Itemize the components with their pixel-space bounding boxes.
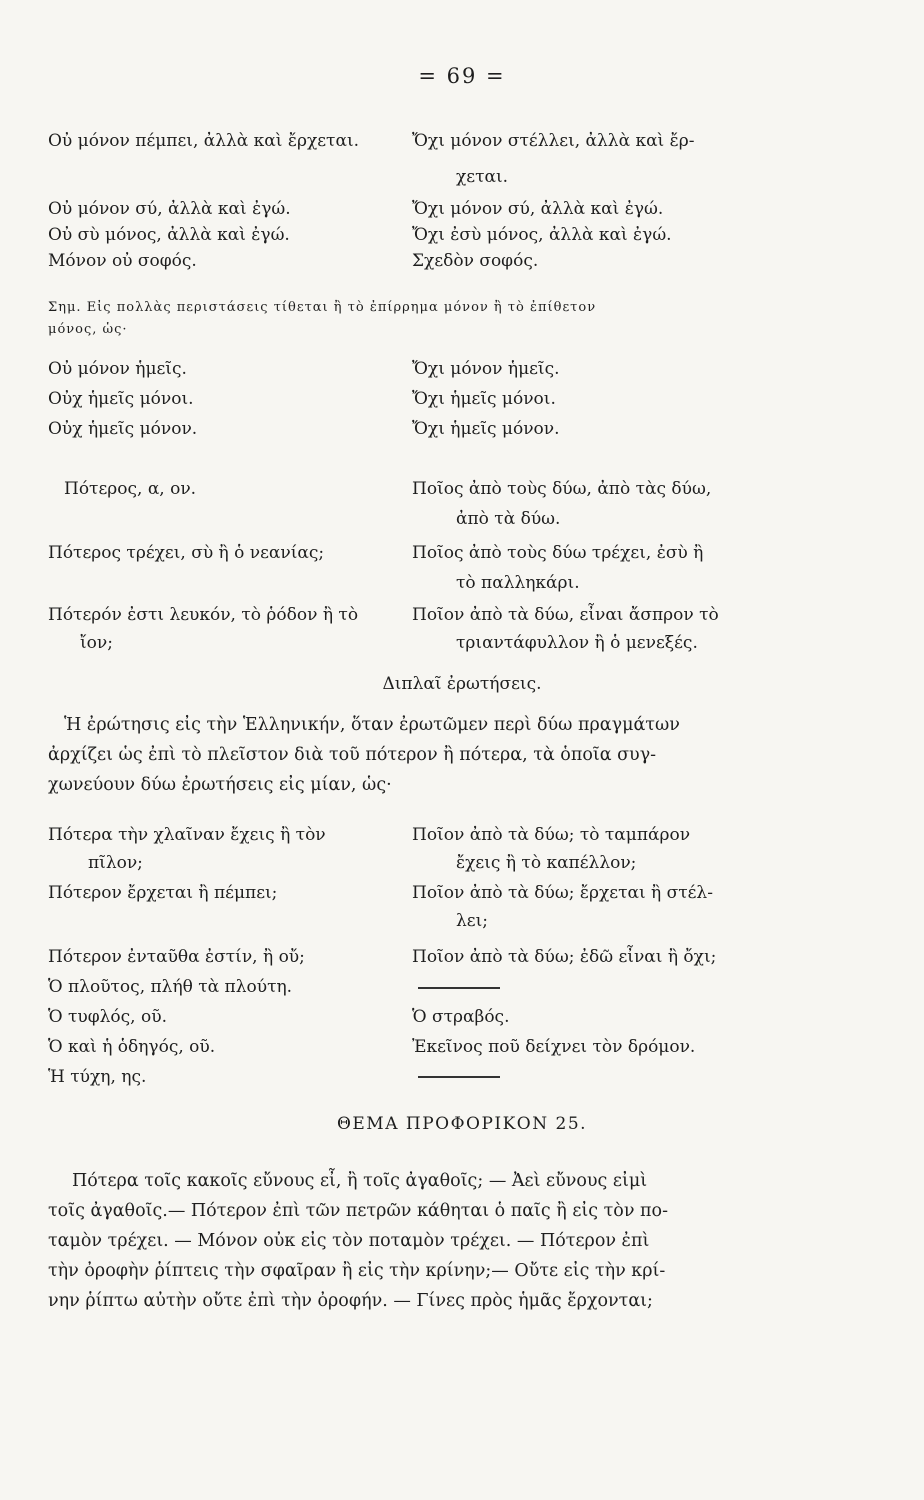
- left-text: Οὐ σὺ μόνος, ἀλλὰ καὶ ἐγώ.: [48, 225, 290, 245]
- right-text: λει;: [456, 911, 488, 931]
- left-text: Πότερα τὴν χλαῖναν ἔχεις ἢ τὸν: [48, 825, 326, 845]
- right-text: Ποῖος ἀπὸ τοὺς δύω, ἀπὸ τὰς δύω,: [412, 479, 712, 499]
- right-text: Ποῖον ἀπὸ τὰ δύω; ἐδῶ εἶναι ἢ ὄχι;: [412, 947, 717, 967]
- right-text: ἔχεις ἢ τὸ καπέλλον;: [456, 853, 637, 873]
- left-text: πῖλον;: [88, 853, 143, 873]
- right-text: Ποῖον ἀπὸ τὰ δύω, εἶναι ἄσπρον τὸ: [412, 605, 719, 625]
- right-text: Σχεδὸν σοφός.: [412, 251, 539, 271]
- left-text: Οὐ μόνον πέμπει, ἀλλὰ καὶ ἔρχεται.: [48, 131, 360, 151]
- right-text: Ὄχι μόνον ἡμεῖς.: [412, 359, 560, 379]
- dash-rule: [418, 1076, 500, 1078]
- right-text: Ὁ στραβός.: [412, 1007, 510, 1027]
- left-text: Ὁ τυφλός, οῦ.: [48, 1007, 167, 1027]
- left-text: Μόνον οὐ σοφός.: [48, 251, 197, 271]
- left-text: Πότερόν ἐστι λευκόν, τὸ ῥόδον ἢ τὸ: [48, 605, 359, 625]
- right-text: Ποῖον ἀπὸ τὰ δύω; τὸ ταμπάρον: [412, 825, 691, 845]
- right-text: Ὄχι μόνον στέλλει, ἀλλὰ καὶ ἔρ-: [412, 131, 695, 151]
- paragraph-line: Πότερα τοῖς κακοῖς εὔνους εἶ, ἢ τοῖς ἀγαθοῖς; — Ἀεὶ εὔνους εἰμὶ: [72, 1171, 648, 1191]
- left-text: Ὁ καὶ ἡ ὁδηγός, οῦ.: [48, 1037, 216, 1057]
- paragraph-line: χωνεύουν δύω ἐρωτήσεις εἰς μίαν, ὡς·: [48, 775, 392, 795]
- paragraph-line: Ἡ ἐρώτησις εἰς τὴν Ἑλληνικήν, ὅταν ἐρωτῶμεν περὶ δύω πραγμάτων: [64, 715, 680, 735]
- right-text: Ὄχι ἡμεῖς μόνον.: [412, 419, 560, 439]
- right-text: χεται.: [456, 167, 509, 187]
- paragraph-line: τοῖς ἀγαθοῖς.— Πότερον ἐπὶ τῶν πετρῶν κάθηται ὁ παῖς ἢ εἰς τὸν πο-: [48, 1201, 668, 1221]
- right-text: τριαντάφυλλον ἢ ὁ μενεξές.: [456, 633, 698, 653]
- left-text: ἴον;: [80, 633, 113, 653]
- paragraph-line: νην ῥίπτω αὐτὴν οὔτε ἐπὶ τὴν ὀροφήν. — Γίνες πρὸς ἡμᾶς ἔρχονται;: [48, 1291, 653, 1311]
- left-text: Οὐχ ἡμεῖς μόνον.: [48, 419, 198, 439]
- exercise-paragraph: [48, 1166, 788, 1316]
- note-line-2: μόνος, ὡς·: [48, 322, 128, 337]
- right-text: τὸ παλληκάρι.: [456, 573, 580, 593]
- right-text: ἀπὸ τὰ δύω.: [456, 509, 561, 529]
- left-text: Ὁ πλοῦτος, πλήθ τὰ πλούτη.: [48, 977, 293, 997]
- page-number: = 69 =: [418, 64, 506, 88]
- right-text: Ποῖον ἀπὸ τὰ δύω; ἔρχεται ἢ στέλ-: [412, 883, 713, 903]
- right-text: Ἐκεῖνος ποῦ δείχνει τὸν δρόμον.: [412, 1037, 696, 1057]
- right-text: Ποῖος ἀπὸ τοὺς δύω τρέχει, ἐσὺ ἢ: [412, 543, 704, 563]
- right-text: Ὄχι ἡμεῖς μόνοι.: [412, 389, 556, 409]
- left-text: Πότερος, α, ον.: [64, 479, 197, 499]
- left-text: Πότερον ἐνταῦθα ἐστίν, ἢ οὔ;: [48, 947, 305, 967]
- paragraph-line: ἀρχίζει ὡς ἐπὶ τὸ πλεῖστον διὰ τοῦ πότερον ἢ πότερα, τὰ ὁποῖα συγ-: [48, 745, 657, 765]
- section-title: Διπλαῖ ἐρωτήσεις.: [382, 674, 542, 694]
- right-text: Ὄχι μόνον σύ, ἀλλὰ καὶ ἐγώ.: [412, 199, 664, 219]
- paragraph: [48, 710, 788, 800]
- dash-rule: [418, 987, 500, 989]
- paragraph-line: τὴν ὀροφὴν ῥίπτεις τὴν σφαῖραν ἢ εἰς τὴν κρίνην;— Οὔτε εἰς τὴν κρί-: [48, 1261, 666, 1281]
- left-text: Οὐ μόνον ἡμεῖς.: [48, 359, 187, 379]
- theme-heading: ΘΕΜΑ ΠΡΟΦΟΡΙΚΟΝ 25.: [336, 1114, 588, 1134]
- left-text: Ἡ τύχη, ης.: [48, 1067, 147, 1087]
- left-text: Πότερος τρέχει, σὺ ἢ ὁ νεανίας;: [48, 543, 325, 563]
- left-text: Οὐ μόνον σύ, ἀλλὰ καὶ ἐγώ.: [48, 199, 291, 219]
- paragraph-line: ταμὸν τρέχει. — Μόνον οὐκ εἰς τὸν ποταμὸν τρέχει. — Πότερον ἐπὶ: [48, 1231, 650, 1251]
- left-text: Οὐχ ἡμεῖς μόνοι.: [48, 389, 194, 409]
- note-line-1: Σημ. Εἰς πολλὰς περιστάσεις τίθεται ἢ τὸ ἐπίρρημα μόνον ἢ τὸ ἐπίθετον: [48, 300, 597, 315]
- right-text: Ὄχι ἐσὺ μόνος, ἀλλὰ καὶ ἐγώ.: [412, 225, 672, 245]
- left-text: Πότερον ἔρχεται ἢ πέμπει;: [48, 883, 278, 903]
